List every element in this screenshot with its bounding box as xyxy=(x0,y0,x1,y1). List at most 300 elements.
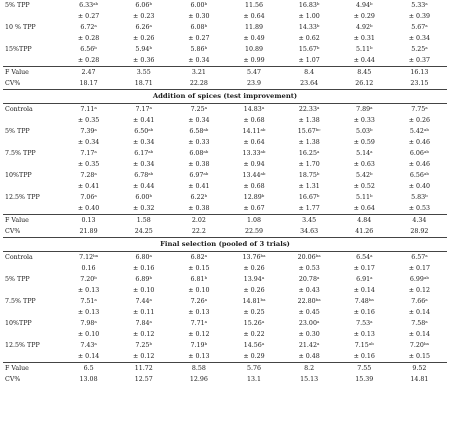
sd-cell: ± 0.26 xyxy=(243,265,265,272)
sd-cell: ± 0.34 xyxy=(133,139,155,146)
significance-letter: b xyxy=(316,45,320,50)
significance-letter: a xyxy=(94,127,97,132)
significance-letter: a xyxy=(425,253,428,258)
table-row xyxy=(3,307,447,318)
sd-cell: ± 1.77 xyxy=(298,205,320,212)
row-label xyxy=(3,307,61,318)
mean-cell: 6.91$^a$ xyxy=(356,275,373,283)
significance-letter: a xyxy=(149,297,152,302)
sd-cell: ± 0.13 xyxy=(77,309,100,316)
sd-cell: ± 0.41 xyxy=(77,183,100,190)
table-body xyxy=(3,0,447,385)
significance-letter: b xyxy=(204,341,208,346)
sd-cell: ± 0.26 xyxy=(133,35,155,42)
significance-letter: b xyxy=(149,1,152,6)
significance-letter: a xyxy=(425,1,428,6)
sd-cell: ± 0.67 xyxy=(243,205,265,212)
stat-cell: 8.58 xyxy=(171,363,226,375)
sd-cell: ± 0.52 xyxy=(353,183,375,190)
stat-cell: 15.39 xyxy=(355,376,374,383)
table-row xyxy=(3,329,447,340)
significance-letter: ab xyxy=(148,127,154,132)
row-label: 5% TPP xyxy=(5,128,30,135)
significance-letter: a xyxy=(425,297,428,302)
sd-cell: ± 0.30 xyxy=(188,13,210,20)
table-row xyxy=(3,363,447,375)
mean-cell: 6.08$^{ab}$ xyxy=(189,149,209,157)
sd-cell: ± 0.62 xyxy=(298,35,320,42)
significance-letter: a xyxy=(94,319,97,324)
sd-cell: ± 0.28 xyxy=(77,57,100,64)
significance-letter: a xyxy=(261,105,265,110)
row-label: F Value xyxy=(3,363,61,375)
table-row xyxy=(3,181,447,192)
mean-cell: 6.50$^{ab}$ xyxy=(134,127,154,135)
mean-cell: 7.71$^a$ xyxy=(190,319,208,327)
mean-cell: 6.99$^{ab}$ xyxy=(409,275,429,283)
stat-cell: 15.13 xyxy=(300,376,319,383)
significance-letter: ab xyxy=(423,171,429,176)
section-header xyxy=(3,90,447,104)
significance-letter: ab xyxy=(423,149,429,154)
mean-cell: 7.19$^b$ xyxy=(190,341,208,349)
mean-cell: 6.00$^b$ xyxy=(190,1,208,9)
mean-cell: 6.97$^{ab}$ xyxy=(189,171,209,179)
row-label: 10%TPP xyxy=(5,320,32,327)
mean-cell: 22.33$^a$ xyxy=(298,105,320,113)
sd-cell: ± 0.22 xyxy=(243,331,265,338)
stat-cell: 5.47 xyxy=(226,67,281,79)
significance-letter: b xyxy=(316,1,320,6)
mean-cell: 11.89 xyxy=(244,24,263,31)
row-label xyxy=(3,263,61,274)
significance-letter: a xyxy=(370,275,373,280)
mean-cell: 5.86$^b$ xyxy=(190,45,208,53)
stat-cell: 23.9 xyxy=(246,80,261,87)
table-row xyxy=(3,55,447,67)
sd-cell: ± 1.07 xyxy=(298,57,320,64)
sd-cell: ± 0.46 xyxy=(408,161,431,168)
mean-cell: 13.33$^{ab}$ xyxy=(242,149,266,157)
sd-cell: ± 0.99 xyxy=(243,57,265,64)
sd-cell: ± 1.70 xyxy=(298,161,320,168)
sd-cell: ± 0.14 xyxy=(77,353,100,360)
row-label: Controla xyxy=(5,254,33,261)
significance-letter: b xyxy=(425,193,428,198)
significance-letter: ba xyxy=(315,253,321,258)
table-row xyxy=(3,351,447,363)
table-row xyxy=(3,11,447,22)
row-label xyxy=(3,351,61,363)
sd-cell: ± 0.27 xyxy=(77,13,100,20)
significance-letter: a xyxy=(94,171,97,176)
mean-cell: 12.89$^b$ xyxy=(243,193,265,201)
table-row xyxy=(3,318,447,329)
sd-cell: ± 0.26 xyxy=(243,287,265,294)
mean-cell: 16.83$^b$ xyxy=(298,1,320,9)
mean-cell: 5.42$^{ab}$ xyxy=(409,127,429,135)
stat-cell: 1.08 xyxy=(226,215,281,227)
stat-cell: 24.25 xyxy=(134,228,153,235)
mean-cell: 22.80$^{ba}$ xyxy=(297,297,321,305)
table-row xyxy=(3,252,447,264)
mean-cell: 6.08$^b$ xyxy=(190,23,208,31)
sd-cell: ± 0.46 xyxy=(408,139,431,146)
stat-cell: 21.89 xyxy=(79,228,98,235)
sd-cell: ± 0.35 xyxy=(77,117,100,124)
mean-cell: 13.76$^{ba}$ xyxy=(242,253,266,261)
significance-letter: a xyxy=(94,149,97,154)
mean-cell: 7.25$^b$ xyxy=(135,341,152,349)
sd-cell: ± 0.13 xyxy=(188,353,210,360)
sd-cell: ± 0.38 xyxy=(188,161,210,168)
significance-letter: a xyxy=(204,319,208,324)
significance-letter: b xyxy=(149,45,152,50)
significance-letter: b xyxy=(370,1,373,6)
sd-cell: ± 0.33 xyxy=(188,139,210,146)
stat-cell: 16.13 xyxy=(392,67,447,79)
mean-cell: 16.67$^b$ xyxy=(298,193,320,201)
mean-cell: 5.14$^a$ xyxy=(356,149,373,157)
mean-cell: 7.58$^a$ xyxy=(411,319,428,327)
sd-cell: ± 0.17 xyxy=(353,265,375,272)
mean-cell: 6.54$^a$ xyxy=(356,253,373,261)
mean-cell: 7.17$^a$ xyxy=(80,149,97,157)
table-row xyxy=(3,67,447,79)
sd-cell: ± 1.38 xyxy=(298,117,320,124)
stat-cell: 2.47 xyxy=(61,67,116,79)
sd-cell: ± 0.10 xyxy=(188,287,210,294)
significance-letter: ab xyxy=(203,127,209,132)
sd-cell: ± 0.33 xyxy=(353,117,375,124)
mean-cell: 6.57$^a$ xyxy=(411,253,428,261)
mean-cell: 7.66$^a$ xyxy=(411,297,428,305)
significance-letter: b xyxy=(149,193,152,198)
row-label xyxy=(3,181,61,192)
mean-cell: 6.80$^a$ xyxy=(135,253,152,261)
mean-cell: 6.89$^b$ xyxy=(135,275,152,283)
stat-cell: 1.58 xyxy=(116,215,171,227)
mean-cell: 6.22$^b$ xyxy=(190,193,208,201)
sd-cell: ± 0.48 xyxy=(298,353,320,360)
significance-letter: a xyxy=(204,105,208,110)
mean-cell: 13.94$^a$ xyxy=(243,275,265,283)
table-row xyxy=(3,274,447,285)
significance-letter: ab xyxy=(93,1,99,6)
mean-cell: 5.33$^a$ xyxy=(411,1,428,9)
significance-letter: a xyxy=(204,253,208,258)
stat-cell: 18.71 xyxy=(134,80,153,87)
mean-cell: 6.81$^b$ xyxy=(190,275,208,283)
sd-cell: ± 0.13 xyxy=(188,309,210,316)
section-header xyxy=(3,238,447,252)
sd-cell: ± 0.25 xyxy=(243,309,265,316)
significance-letter: ab xyxy=(148,149,154,154)
sd-cell: ± 0.53 xyxy=(408,205,431,212)
mean-cell: 7.15$^{ab}$ xyxy=(354,341,374,349)
table-row xyxy=(3,115,447,126)
sd-cell: ± 0.17 xyxy=(408,265,431,272)
table-row xyxy=(3,78,447,90)
sd-cell: ± 0.64 xyxy=(243,139,265,146)
significance-letter: ba xyxy=(315,297,321,302)
table-row xyxy=(3,137,447,148)
mean-cell: 7.44$^a$ xyxy=(135,297,152,305)
row-label: F Value xyxy=(3,67,61,79)
sd-cell: ± 0.23 xyxy=(133,13,155,20)
row-label xyxy=(3,11,61,22)
mean-cell: 6.58$^{ab}$ xyxy=(189,127,209,135)
sd-cell: ± 0.28 xyxy=(77,35,100,42)
table-row xyxy=(3,159,447,170)
mean-cell: 15.67$^{bc}$ xyxy=(297,127,321,135)
stat-cell: 13.08 xyxy=(79,376,98,383)
sensory-table xyxy=(3,0,447,385)
significance-letter: a xyxy=(149,105,152,110)
stat-cell: 23.64 xyxy=(300,80,319,87)
row-label xyxy=(3,203,61,215)
row-label: 5% TPP xyxy=(5,2,30,9)
row-label xyxy=(3,137,61,148)
row-label: Controla xyxy=(5,106,33,113)
significance-letter: a xyxy=(261,275,265,280)
row-label: F Value xyxy=(3,215,61,227)
row-label xyxy=(3,159,61,170)
table-row xyxy=(3,126,447,137)
significance-letter: ab xyxy=(148,171,154,176)
stat-cell: 14.81 xyxy=(410,376,429,383)
significance-letter: b xyxy=(370,127,373,132)
significance-letter: b xyxy=(204,45,208,50)
sd-cell: ± 0.37 xyxy=(408,57,431,64)
sd-cell: ± 0.12 xyxy=(188,331,210,338)
sd-cell: ± 0.16 xyxy=(133,265,155,272)
row-label: 10%TPP xyxy=(5,172,32,179)
table-row xyxy=(3,340,447,351)
mean-cell: 10.89 xyxy=(244,46,263,53)
significance-letter: a xyxy=(370,319,373,324)
sd-cell: ± 0.16 xyxy=(353,309,375,316)
row-label: 15%TPP xyxy=(5,46,32,53)
stat-cell: 8.45 xyxy=(337,67,392,79)
sd-cell: ± 0.27 xyxy=(188,35,210,42)
mean-cell: 11.56 xyxy=(244,2,263,9)
sd-cell: ± 1.38 xyxy=(298,139,320,146)
significance-letter: b xyxy=(261,193,265,198)
sd-cell: ± 0.64 xyxy=(243,13,265,20)
significance-letter: b xyxy=(204,193,208,198)
significance-letter: a xyxy=(261,341,265,346)
mean-cell: 5.03$^b$ xyxy=(355,127,373,135)
mean-cell: 14.33$^b$ xyxy=(298,23,320,31)
row-label: 12.5% TPP xyxy=(5,342,40,349)
significance-letter: a xyxy=(94,105,97,110)
mean-cell: 7.26$^a$ xyxy=(190,297,208,305)
mean-cell: 5.42$^b$ xyxy=(355,171,373,179)
significance-letter: a xyxy=(370,105,373,110)
sd-cell: ± 0.12 xyxy=(133,353,155,360)
row-label xyxy=(3,115,61,126)
mean-cell: 6.06$^b$ xyxy=(135,1,152,9)
sd-cell: ± 0.59 xyxy=(353,139,375,146)
sd-cell: ± 0.45 xyxy=(298,309,320,316)
significance-letter: b xyxy=(370,171,373,176)
table-row xyxy=(3,33,447,44)
significance-letter: a xyxy=(316,149,320,154)
significance-letter: a xyxy=(94,23,97,28)
sd-cell: ± 1.00 xyxy=(298,13,320,20)
significance-letter: a xyxy=(149,319,152,324)
mean-cell: 7.12$^{ba}$ xyxy=(79,253,99,261)
sd-cell: ± 0.68 xyxy=(243,117,265,124)
mean-cell: 5.11$^b$ xyxy=(355,45,373,53)
mean-cell: 7.84$^a$ xyxy=(135,319,152,327)
sd-cell: 0.16 xyxy=(81,265,96,272)
significance-letter: a xyxy=(425,319,428,324)
sd-cell: ± 0.30 xyxy=(298,331,320,338)
significance-letter: b xyxy=(316,23,320,28)
significance-letter: a xyxy=(261,319,265,324)
table-row xyxy=(3,226,447,238)
sd-cell: ± 0.34 xyxy=(408,35,431,42)
mean-cell: 6.33$^{ab}$ xyxy=(79,1,99,9)
significance-letter: a xyxy=(94,193,97,198)
sd-cell: ± 1.31 xyxy=(298,183,320,190)
sd-cell: ± 0.34 xyxy=(188,117,210,124)
significance-letter: a xyxy=(316,275,320,280)
stat-cell: 22.2 xyxy=(191,228,206,235)
mean-cell: 13.44$^{ab}$ xyxy=(242,171,266,179)
mean-cell: 6.82$^a$ xyxy=(190,253,208,261)
mean-cell: 6.06$^{ab}$ xyxy=(409,149,429,157)
row-label: 7.5% TPP xyxy=(5,298,36,305)
section-title: Final selection (pooled of 3 trials) xyxy=(3,238,447,252)
mean-cell: 7.06$^a$ xyxy=(80,193,97,201)
significance-letter: a xyxy=(149,23,152,28)
mean-cell: 6.56$^{ab}$ xyxy=(409,171,429,179)
row-label xyxy=(3,33,61,44)
significance-letter: b xyxy=(370,193,373,198)
significance-letter: a xyxy=(370,149,373,154)
significance-letter: ba xyxy=(423,341,429,346)
stat-cell: 4.34 xyxy=(392,215,447,227)
significance-letter: ab xyxy=(423,275,429,280)
stat-cell: 34.63 xyxy=(300,228,319,235)
mean-cell: 7.25$^a$ xyxy=(190,105,208,113)
mean-cell: 7.48$^{ba}$ xyxy=(354,297,374,305)
sd-cell: ± 0.11 xyxy=(133,309,155,316)
sd-cell: ± 0.13 xyxy=(353,331,375,338)
table-row xyxy=(3,104,447,116)
mean-cell: 20.06$^{ba}$ xyxy=(297,253,321,261)
sd-cell: ± 0.36 xyxy=(133,57,155,64)
significance-letter: ba xyxy=(368,297,374,302)
mean-cell: 4.92$^b$ xyxy=(355,23,373,31)
sd-cell: ± 0.32 xyxy=(133,205,155,212)
row-label: 5% TPP xyxy=(5,276,30,283)
sd-cell: ± 0.40 xyxy=(77,205,100,212)
significance-letter: a xyxy=(94,341,97,346)
mean-cell: 6.56$^b$ xyxy=(80,45,97,53)
stat-cell: 8.2 xyxy=(282,363,337,375)
stat-cell: 4.84 xyxy=(337,215,392,227)
significance-letter: b xyxy=(316,193,320,198)
sd-cell: ± 0.43 xyxy=(298,287,320,294)
mean-cell: 6.00$^b$ xyxy=(135,193,152,201)
sd-cell: ± 0.53 xyxy=(298,265,320,272)
table-row xyxy=(3,263,447,274)
sd-cell: ± 0.29 xyxy=(243,353,265,360)
stat-cell: 12.57 xyxy=(134,376,153,383)
stat-cell: 18.17 xyxy=(79,80,98,87)
sd-cell: ± 0.38 xyxy=(188,205,210,212)
mean-cell: 5.11$^b$ xyxy=(355,193,373,201)
table-row xyxy=(3,374,447,385)
mean-cell: 14.81$^{ba}$ xyxy=(242,297,266,305)
stat-cell: 22.59 xyxy=(244,228,263,235)
significance-letter: a xyxy=(94,297,97,302)
sd-cell: ± 0.63 xyxy=(353,161,375,168)
mean-cell: 21.42$^a$ xyxy=(298,341,320,349)
sd-cell: ± 0.41 xyxy=(188,183,210,190)
mean-cell: 7.53$^a$ xyxy=(356,319,373,327)
sd-cell: ± 0.16 xyxy=(353,353,375,360)
mean-cell: 7.43$^a$ xyxy=(80,341,97,349)
sd-cell: ± 0.13 xyxy=(77,287,100,294)
mean-cell: 7.20$^{ba}$ xyxy=(409,341,429,349)
stat-cell: 0.13 xyxy=(61,215,116,227)
stat-cell: 2.02 xyxy=(171,215,226,227)
stat-cell: 9.52 xyxy=(392,363,447,375)
mean-cell: 7.89$^a$ xyxy=(356,105,373,113)
row-label: CV% xyxy=(5,80,21,87)
table-row xyxy=(3,0,447,11)
mean-cell: 6.26$^a$ xyxy=(135,23,152,31)
mean-cell: 7.75$^a$ xyxy=(411,105,428,113)
sd-cell: ± 0.15 xyxy=(408,353,431,360)
significance-letter: b xyxy=(94,275,97,280)
significance-letter: b xyxy=(370,45,373,50)
sd-cell: ± 0.14 xyxy=(408,309,431,316)
sd-cell: ± 0.39 xyxy=(408,13,431,20)
mean-cell: 7.98$^a$ xyxy=(80,319,97,327)
sd-cell: ± 0.29 xyxy=(353,13,375,20)
mean-cell: 16.25$^a$ xyxy=(298,149,320,157)
stat-cell: 6.5 xyxy=(61,363,116,375)
row-label: CV% xyxy=(5,376,21,383)
sd-cell: ± 0.14 xyxy=(408,331,431,338)
table-row xyxy=(3,22,447,33)
significance-letter: ab xyxy=(260,127,266,132)
stat-cell: 12.96 xyxy=(189,376,208,383)
sd-cell: ± 0.41 xyxy=(133,117,155,124)
sd-cell: ± 0.15 xyxy=(188,265,210,272)
significance-letter: a xyxy=(204,297,208,302)
sd-cell: ± 0.34 xyxy=(133,161,155,168)
significance-letter: b xyxy=(370,23,373,28)
mean-cell: 5.25$^a$ xyxy=(411,45,428,53)
sd-cell: ± 0.35 xyxy=(77,161,100,168)
stat-cell: 7.55 xyxy=(337,363,392,375)
row-label: 12.5% TPP xyxy=(5,194,40,201)
mean-cell: 15.26$^a$ xyxy=(243,319,265,327)
mean-cell: 5.83$^b$ xyxy=(411,193,428,201)
significance-letter: ab xyxy=(260,171,266,176)
significance-letter: ab xyxy=(203,149,209,154)
table-row xyxy=(3,170,447,181)
row-label xyxy=(3,285,61,296)
stat-cell: 41.26 xyxy=(355,228,374,235)
